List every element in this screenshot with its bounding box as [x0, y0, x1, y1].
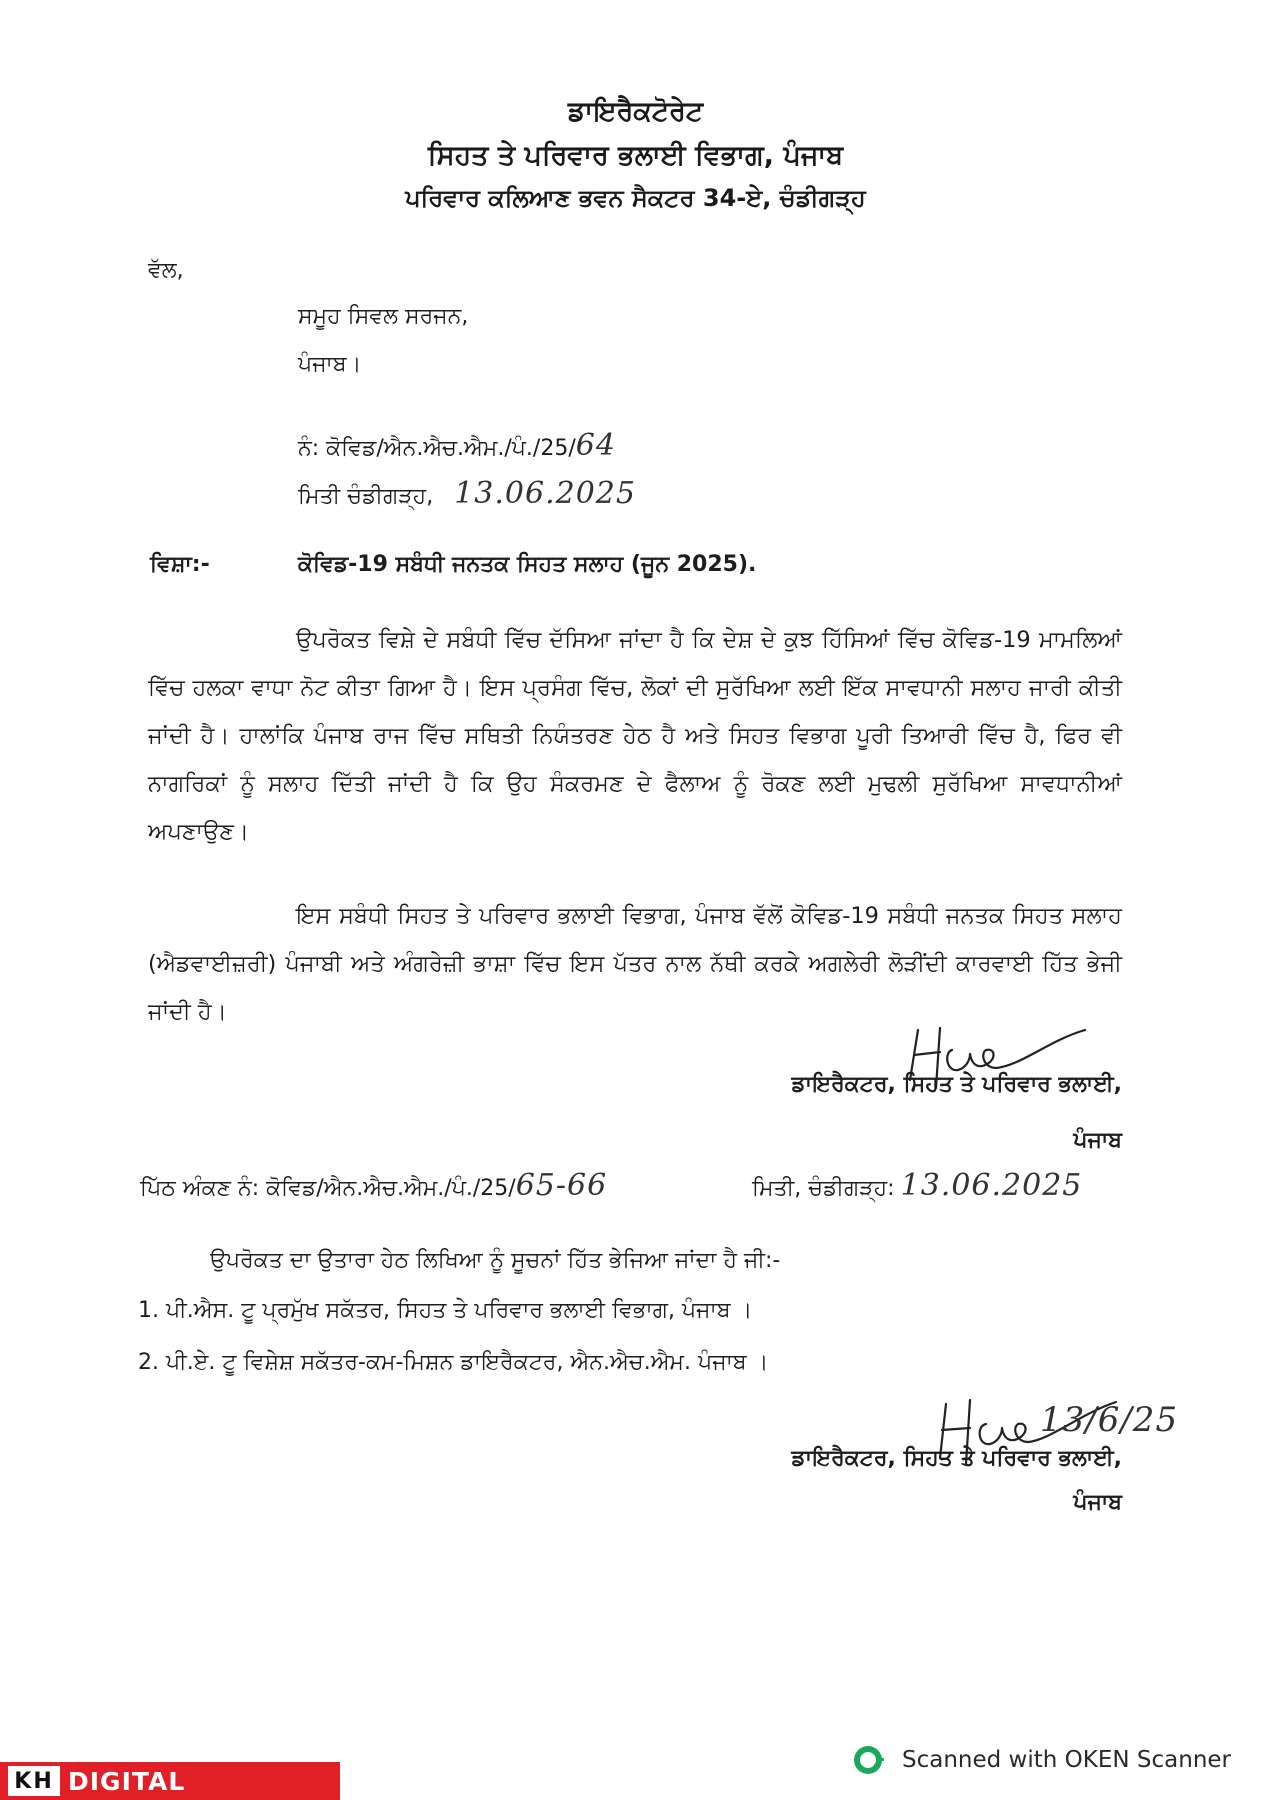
signature-2-state: ਪੰਜਾਬ — [1073, 1490, 1122, 1515]
kh-logo-box: KH — [8, 1766, 60, 1796]
endorsement-item-1: 1. ਪੀ.ਐਸ. ਟੂ ਪ੍ਰਮੁੱਖ ਸਕੱਤਰ, ਸਿਹਤ ਤੇ ਪਰਿਵਾਰ ਭਲਾਈ ਵਿਭਾਗ, ਪੰਜਾਬ । — [138, 1298, 753, 1323]
address-state: ਪੰਜਾਬ। — [298, 352, 362, 377]
body-paragraph-2: ਇਸ ਸਬੰਧੀ ਸਿਹਤ ਤੇ ਪਰਿਵਾਰ ਭਲਾਈ ਵਿਭਾਗ, ਪੰਜਾਬ ਵੱਲੋਂ ਕੋਵਿਡ-19 ਸਬੰਧੀ ਜਨਤਕ ਸਿਹਤ ਸਲਾਹ (ਐਡਵਾਈਜ਼ਰੀ) ਪੰਜਾਬੀ ਅਤੇ ਅੰਗਰੇਜ਼ੀ ਭਾਸ਼ਾ ਵਿੱਚ ਇਸ ਪੱਤਰ ਨਾਲ ਨੱਥੀ ਕਰਕੇ ਅਗਲੇਰੀ ਲੋੜੀਂਦੀ ਕਾਰਵਾਈ ਹਿੱਤ ਭੇਜੀ ਜਾਂਦੀ ਹੈ। — [148, 903, 1122, 1025]
reference-number-handwritten: 64 — [575, 428, 616, 463]
reference-number — [298, 428, 616, 463]
signature-1-title: ਡਾਇਰੈਕਟਰ, ਸਿਹਤ ਤੇ ਪਰਿਵਾਰ ਭਲਾਈ, — [791, 1072, 1122, 1097]
address-to: ਵੱਲ, — [148, 258, 184, 283]
body-paragraph-1: ਉਪਰੋਕਤ ਵਿਸ਼ੇ ਦੇ ਸਬੰਧੀ ਵਿੱਚ ਦੱਸਿਆ ਜਾਂਦਾ ਹੈ ਕਿ ਦੇਸ਼ ਦੇ ਕੁਝ ਹਿੱਸਿਆਂ ਵਿੱਚ ਕੋਵਿਡ-19 ਮਾਮਲਿਆਂ ਵਿੱਚ ਹਲਕਾ ਵਾਧਾ ਨੋਟ ਕੀਤਾ ਗਿਆ ਹੈ। ਇਸ ਪ੍ਰਸੰਗ ਵਿੱਚ, ਲੋਕਾਂ ਦੀ ਸੁਰੱਖਿਆ ਲਈ ਇੱਕ ਸਾਵਧਾਨੀ ਸਲਾਹ ਜਾਰੀ ਕੀਤੀ ਜਾਂਦੀ ਹੈ। ਹਾਲਾਂਕਿ ਪੰਜਾਬ ਰਾਜ ਵਿੱਚ ਸਥਿਤੀ ਨਿਯੰਤਰਣ ਹੇਠ ਹੈ ਅਤੇ ਸਿਹਤ ਵਿਭਾਗ ਪੂਰੀ ਤਿਆਰੀ ਵਿੱਚ ਹੈ, ਫਿਰ ਵੀ ਨਾਗਰਿਕਾਂ ਨੂੰ ਸਲਾਹ ਦਿੱਤੀ ਜਾਂਦੀ ਹੈ ਕਿ ਉਹ ਸੰਕਰਮਣ ਦੇ ਫੈਲਾਅ ਨੂੰ ਰੋਕਣ ਲਈ ਮੁਢਲੀ ਸੁਰੱਖਿਆ ਸਾਵਧਾਨੀਆਂ ਅਪਣਾਉਣ। — [148, 627, 1122, 845]
signature-2-handwritten-date: 13/6/25 — [1040, 1400, 1179, 1440]
scanner-logo-icon — [852, 1742, 888, 1778]
endorsement-number-handwritten: 65-66 — [515, 1168, 608, 1203]
address-recipient: ਸਮੂਹ ਸਿਵਲ ਸਰਜਨ, — [298, 304, 469, 329]
header-directorate: ਡਾਇਰੈਕਟੋਰੇਟ — [567, 96, 704, 127]
endorsement-intro: ਉਪਰੋਕਤ ਦਾ ਉਤਾਰਾ ਹੇਠ ਲਿਖਿਆ ਨੂੰ ਸੂਚਨਾਂ ਹਿੱਤ ਭੇਜਿਆ ਜਾਂਦਾ ਹੈ ਜੀ:- — [210, 1248, 781, 1273]
scanner-text: Scanned with OKEN Scanner — [902, 1747, 1231, 1773]
header-department: ਸਿਹਤ ਤੇ ਪਰਿਵਾਰ ਭਲਾਈ ਵਿਭਾਗ, ਪੰਜਾਬ — [427, 140, 844, 171]
endorsement-number-label: ਪਿੱਠ ਅੰਕਣ ਨੰ: ਕੋਵਿਡ/ਐਨ.ਐਚ.ਐਮ./ਪੰ./25/ — [140, 1176, 516, 1201]
subject-label: ਵਿਸ਼ਾ:- — [150, 552, 210, 577]
scanner-watermark — [852, 1742, 1231, 1778]
endorsement-date — [752, 1168, 1082, 1203]
kh-digital-text: DIGITAL — [68, 1766, 186, 1796]
reference-date-label: ਮਿਤੀ ਚੰਡੀਗੜ੍ਹ, — [298, 484, 434, 509]
reference-date-handwritten: 13.06.2025 — [454, 476, 636, 511]
endorsement-number — [140, 1168, 607, 1203]
reference-number-label: ਨੰ: ਕੋਵਿਡ/ਐਨ.ਐਚ.ਐਮ./ਪੰ./25/ — [298, 436, 576, 461]
endorsement-date-label: ਮਿਤੀ, ਚੰਡੀਗੜ੍ਹ: — [752, 1176, 895, 1201]
kh-digital-watermark — [0, 1762, 340, 1800]
endorsement-item-2: 2. ਪੀ.ਏ. ਟੂ ਵਿਸ਼ੇਸ਼ ਸਕੱਤਰ-ਕਮ-ਮਿਸ਼ਨ ਡਾਇਰੈਕਟਰ, ਐਨ.ਐਚ.ਐਮ. ਪੰਜਾਬ । — [138, 1350, 769, 1375]
endorsement-date-handwritten: 13.06.2025 — [900, 1168, 1083, 1203]
signature-1-state: ਪੰਜਾਬ — [1073, 1128, 1122, 1153]
subject-text: ਕੋਵਿਡ-19 ਸਬੰਧੀ ਜਨਤਕ ਸਿਹਤ ਸਲਾਹ (ਜੂਨ 2025). — [298, 552, 757, 577]
reference-date — [298, 476, 636, 511]
header-address: ਪਰਿਵਾਰ ਕਲਿਆਣ ਭਵਨ ਸੈਕਟਰ 34-ਏ, ਚੰਡੀਗੜ੍ਹ — [405, 184, 866, 212]
signature-2-title: ਡਾਇਰੈਕਟਰ, ਸਿਹਤ ਤੇ ਪਰਿਵਾਰ ਭਲਾਈ, — [791, 1446, 1122, 1471]
